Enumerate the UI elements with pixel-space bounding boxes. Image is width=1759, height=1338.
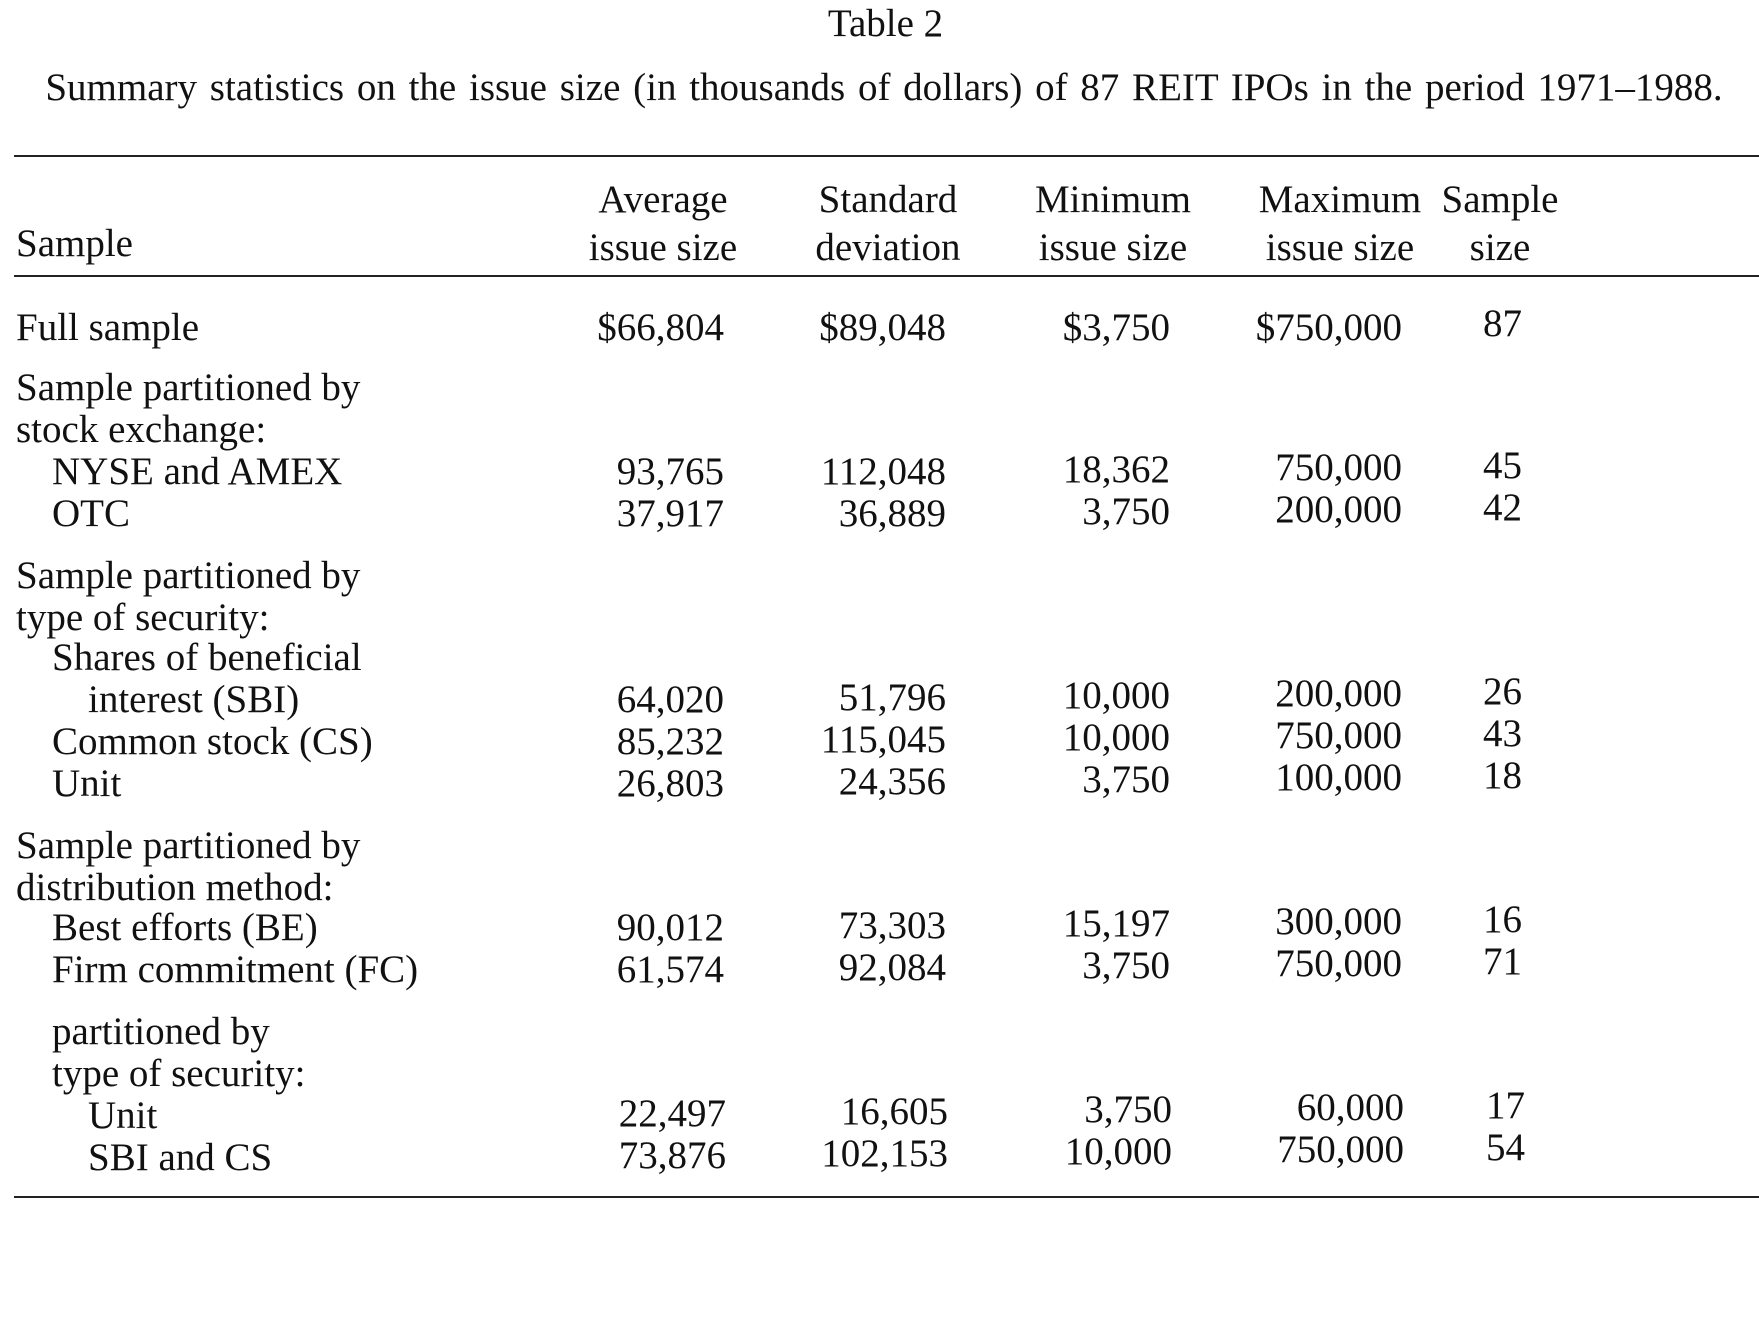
row-full-label: Full sample <box>16 306 200 349</box>
header-sd-line1: Standard <box>818 178 958 221</box>
row-otc-max: 200,000 <box>1275 488 1402 531</box>
row-be-n: 16 <box>1483 898 1522 941</box>
row-be-avg: 90,012 <box>616 906 724 949</box>
header-n-line2: size <box>1469 226 1531 269</box>
row-fc-unit-sd: 16,605 <box>840 1090 948 1133</box>
row-be-label: Best efforts (BE) <box>52 906 318 949</box>
row-fc-max: 750,000 <box>1275 942 1402 985</box>
row-sbi-n: 26 <box>1483 670 1522 713</box>
row-cs-min: 10,000 <box>1062 716 1170 759</box>
row-fc-avg: 61,574 <box>616 948 724 991</box>
row-full-avg: $66,804 <box>597 306 724 349</box>
section-fc-sub-line1: partitioned by <box>52 1010 270 1053</box>
top-rule <box>14 155 1759 157</box>
section-security-line2: type of security: <box>16 596 270 639</box>
row-fc-unit-min: 3,750 <box>1084 1088 1172 1131</box>
row-fc-sbics-avg: 73,876 <box>618 1134 726 1177</box>
row-unit-max: 100,000 <box>1275 756 1402 799</box>
row-nyse-label: NYSE and AMEX <box>52 450 343 493</box>
row-cs-avg: 85,232 <box>616 720 724 763</box>
row-unit-label: Unit <box>52 762 122 805</box>
row-cs-max: 750,000 <box>1275 714 1402 757</box>
section-distribution-line2: distribution method: <box>16 866 334 909</box>
section-exchange-line2: stock exchange: <box>16 408 267 451</box>
row-fc-sbics-n: 54 <box>1486 1126 1525 1169</box>
row-fc-sbics-label: SBI and CS <box>88 1136 273 1179</box>
row-nyse-max: 750,000 <box>1275 446 1402 489</box>
row-fc-min: 3,750 <box>1082 944 1170 987</box>
row-sbi-max: 200,000 <box>1275 672 1402 715</box>
row-otc-avg: 37,917 <box>616 492 724 535</box>
row-cs-n: 43 <box>1483 712 1522 755</box>
header-rule <box>14 275 1759 277</box>
row-fc-label: Firm commitment (FC) <box>52 948 419 991</box>
row-sbi-sd: 51,796 <box>838 676 946 719</box>
row-otc-n: 42 <box>1483 486 1522 529</box>
row-unit-sd: 24,356 <box>838 760 946 803</box>
row-fc-unit-avg: 22,497 <box>618 1092 726 1135</box>
row-fc-unit-max: 60,000 <box>1296 1086 1404 1129</box>
row-otc-min: 3,750 <box>1082 490 1170 533</box>
row-fc-sbics-max: 750,000 <box>1277 1128 1404 1171</box>
row-unit-avg: 26,803 <box>616 762 724 805</box>
row-be-sd: 73,303 <box>838 904 946 947</box>
row-sbi-min: 10,000 <box>1062 674 1170 717</box>
row-sbi-avg: 64,020 <box>616 678 724 721</box>
row-be-min: 15,197 <box>1062 902 1170 945</box>
row-nyse-sd: 112,048 <box>820 450 946 493</box>
row-fc-unit-n: 17 <box>1486 1084 1525 1127</box>
header-sd-line2: deviation <box>815 226 961 269</box>
header-max-line2: issue size <box>1265 226 1415 269</box>
section-distribution-line1: Sample partitioned by <box>16 824 361 867</box>
row-fc-sbics-sd: 102,153 <box>821 1132 948 1175</box>
row-otc-sd: 36,889 <box>838 492 946 535</box>
row-otc-label: OTC <box>52 492 130 535</box>
row-fc-sd: 92,084 <box>838 946 946 989</box>
row-nyse-avg: 93,765 <box>616 450 724 493</box>
header-min-line1: Minimum <box>1034 178 1192 221</box>
row-sbi-label-line2: interest (SBI) <box>88 678 300 721</box>
row-nyse-min: 18,362 <box>1062 448 1170 491</box>
row-unit-min: 3,750 <box>1082 758 1170 801</box>
section-security-line1: Sample partitioned by <box>16 554 361 597</box>
row-be-max: 300,000 <box>1275 900 1402 943</box>
header-average-line1: Average <box>598 178 728 221</box>
row-fc-unit-label: Unit <box>88 1094 158 1137</box>
header-min-line2: issue size <box>1038 226 1188 269</box>
row-cs-sd: 115,045 <box>820 718 946 761</box>
bottom-rule <box>14 1196 1759 1198</box>
row-unit-n: 18 <box>1483 754 1522 797</box>
row-nyse-n: 45 <box>1483 444 1522 487</box>
row-sbi-label-line1: Shares of beneficial <box>52 636 362 679</box>
row-cs-label: Common stock (CS) <box>52 720 373 763</box>
header-n-line1: Sample <box>1441 178 1559 221</box>
row-full-max: $750,000 <box>1255 306 1402 349</box>
header-sample: Sample <box>16 222 133 265</box>
table-number: Table 2 <box>827 2 944 45</box>
table-caption: Summary statistics on the issue size (in thousands of dollars) of 87 REIT IPOs in the period 1971–1988. <box>45 66 1723 109</box>
row-fc-n: 71 <box>1483 940 1522 983</box>
row-full-sd: $89,048 <box>819 306 946 349</box>
row-fc-sbics-min: 10,000 <box>1064 1130 1172 1173</box>
section-exchange-line1: Sample partitioned by <box>16 366 361 409</box>
header-average-line2: issue size <box>588 226 738 269</box>
row-full-min: $3,750 <box>1062 306 1170 349</box>
row-full-n: 87 <box>1483 302 1522 345</box>
section-fc-sub-line2: type of security: <box>52 1052 306 1095</box>
header-max-line1: Maximum <box>1258 178 1422 221</box>
